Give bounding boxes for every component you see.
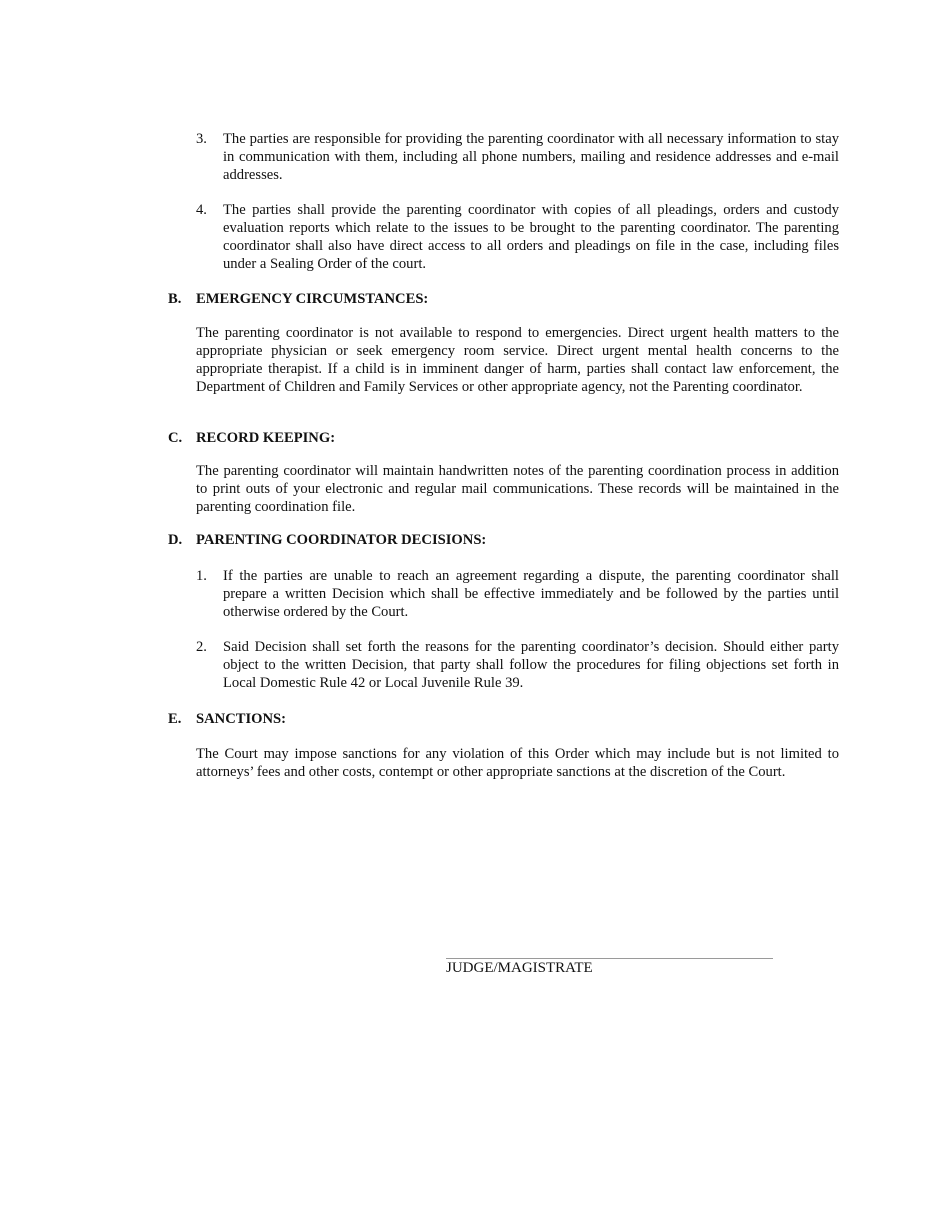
list-item-4 [196, 201, 839, 273]
list-item-number: 4. [196, 202, 207, 218]
section-letter: E. [168, 711, 182, 727]
list-item-d1 [196, 567, 839, 621]
list-item-number: 3. [196, 131, 207, 147]
list-item-text: Said Decision shall set forth the reasons for the parenting coordinator’s decision. Should either party object to the written Decision, that party shall follow the procedures for filing objections set forth in Local Domestic Rule 42 or Local Juvenile Rule 39. [223, 639, 839, 691]
list-item-number: 1. [196, 568, 207, 584]
section-title: PARENTING COORDINATOR DECISIONS: [196, 532, 487, 548]
section-heading-decisions [168, 531, 848, 549]
list-item-text: The parties shall provide the parenting coordinator with copies of all pleadings, orders and custody evaluation reports which relate to the issues to be brought to the parenting coordinator. The parenting coordinator shall also have direct access to all orders and pleadings on file in the case, including files under a Sealing Order of the court. [223, 202, 839, 272]
section-title: RECORD KEEPING: [196, 430, 336, 446]
list-item-text: If the parties are unable to reach an agreement regarding a dispute, the parenting coordinator shall prepare a written Decision which shall be effective immediately and be followed by the parties until otherwise ordered by the Court. [223, 568, 839, 620]
list-item-text: The parties are responsible for providing the parenting coordinator with all necessary information to stay in communication with them, including all phone numbers, mailing and residence addresses and e-mail addresses. [223, 131, 839, 183]
list-item-d2 [196, 638, 839, 692]
section-paragraph-record-keeping: The parenting coordinator will maintain handwritten notes of the parenting coordination process in addition to print outs of your electronic and regular mail communications. These records will be maintained in the parenting coordination file. [196, 463, 839, 515]
section-letter: C. [168, 430, 183, 446]
list-item-number: 2. [196, 639, 207, 655]
section-heading-emergency [168, 290, 848, 308]
section-paragraph-sanctions: The Court may impose sanctions for any violation of this Order which may include but is not limited to attorneys’ fees and other costs, contempt or other appropriate sanctions at the discretion of the Court. [196, 746, 839, 780]
signature-label: JUDGE/MAGISTRATE [446, 960, 593, 976]
section-title: EMERGENCY CIRCUMSTANCES: [196, 291, 429, 307]
section-heading-sanctions [168, 710, 848, 728]
section-heading-record-keeping [168, 429, 848, 447]
list-item-3 [196, 130, 839, 184]
section-paragraph-emergency: The parenting coordinator is not available to respond to emergencies. Direct urgent health matters to the appropriate physician or seek emergency room service. Direct urgent mental health concerns to the appropriate therapist. If a child is in imminent danger of harm, parties shall contact law enforcement, the Department of Children and Family Services or other appropriate agency, not the Parenting coordinator. [196, 325, 839, 395]
section-letter: D. [168, 532, 183, 548]
section-letter: B. [168, 291, 182, 307]
section-title: SANCTIONS: [196, 711, 287, 727]
